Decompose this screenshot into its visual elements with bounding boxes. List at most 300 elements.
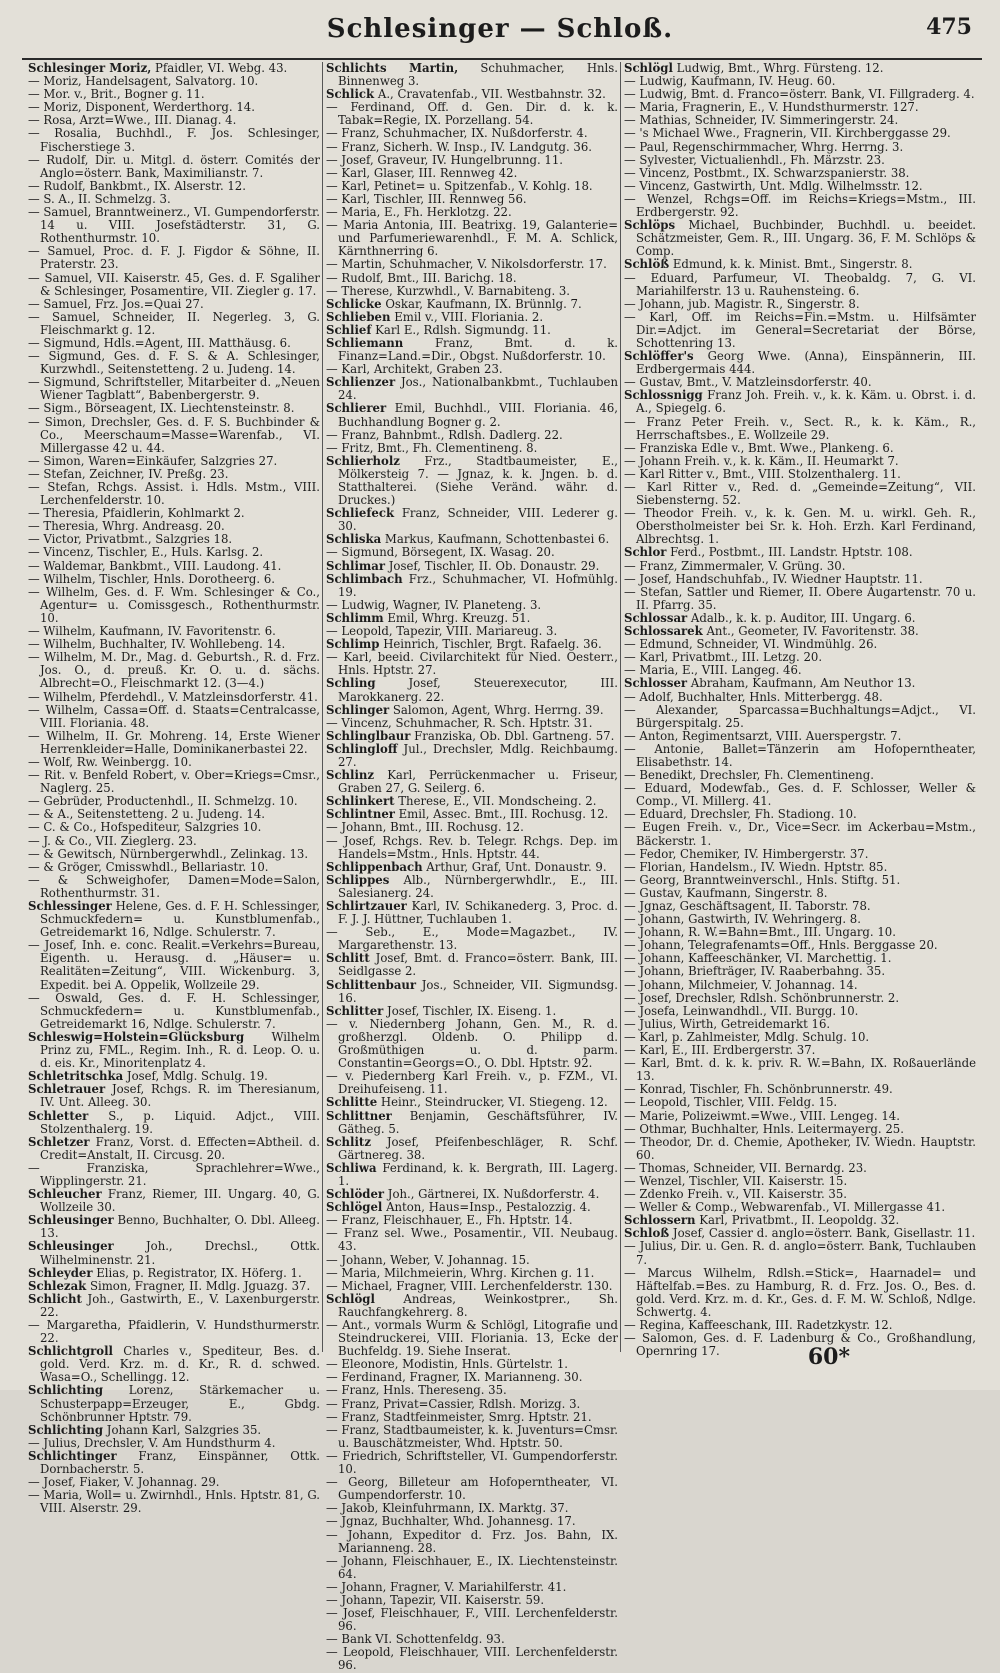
entry-text: — Rudolf, Bankbmt., IX. Alserstr. 12. bbox=[28, 178, 246, 193]
directory-entry bbox=[28, 900, 320, 939]
entry-surname: Schlichts Martin, bbox=[326, 61, 459, 75]
entry-surname: Schling bbox=[326, 676, 376, 691]
entry-text: Josef, Bmt. d. Franco=österr. Bank, III. Seidlgasse 2. bbox=[338, 951, 618, 979]
entry-surname: Schliska bbox=[326, 532, 382, 547]
directory-entry bbox=[624, 704, 976, 730]
entry-text: — Benedikt, Drechsler, Fh. Clementineng. bbox=[624, 768, 874, 783]
entry-text: — Anton, Regimentsarzt, VIII. Auerspergstr. 7. bbox=[624, 728, 902, 743]
entry-surname: Schlitt bbox=[326, 951, 370, 966]
entry-text: — Johann, Fleischhauer, E., IX. Liechtensteinstr. 64. bbox=[326, 1553, 618, 1581]
entry-text: — Franz sel. Wwe., Posamentir., VII. Neubaug. 43. bbox=[326, 1226, 618, 1254]
entry-text: — Franz, Zimmermaler, V. Grüng. 30. bbox=[624, 558, 846, 573]
entry-surname: Schlief bbox=[326, 322, 372, 337]
entry-text: — Rosa, Arzt=Wwe., III. Dianag. 4. bbox=[28, 113, 237, 128]
entry-text: Abraham, Kaufmann, Am Neuthor 13. bbox=[690, 676, 916, 691]
entry-text: — Adolf, Buchhalter, Hnls. Mitterbergg. 48. bbox=[624, 689, 883, 704]
directory-entry bbox=[326, 835, 618, 861]
directory-entry bbox=[28, 704, 320, 730]
directory-entry bbox=[28, 376, 320, 402]
directory-entry bbox=[624, 743, 976, 769]
directory-entry bbox=[28, 127, 320, 153]
entry-text: — Antonie, Ballet=Tänzerin am Hofoperntheater, Elisabethstr. 14. bbox=[624, 741, 976, 769]
entry-text: — Franziska Edle v., Bmt. Wwe., Plankeng. 6. bbox=[624, 440, 894, 455]
entry-text: — Julius, Dir. u. Gen. R. d. anglo=österr. Bank, Tuchlauben 7. bbox=[624, 1239, 976, 1267]
directory-entry bbox=[326, 1529, 618, 1555]
entry-text: Franz, Einspänner, Ottk. Dornbacherstr. 5. bbox=[40, 1448, 321, 1477]
column-1 bbox=[28, 61, 321, 1516]
entry-surname: Schletrauer bbox=[28, 1082, 106, 1097]
entry-text: — Karl, Petinet= u. Spitzenfab., V. Kohlg. 18. bbox=[326, 178, 593, 193]
entry-text: — Eleonore, Modistin, Hnls. Gürtelstr. 1. bbox=[326, 1357, 569, 1372]
directory-entry bbox=[326, 1162, 618, 1188]
entry-surname: Schlöps bbox=[624, 218, 676, 233]
directory-entry bbox=[624, 1267, 976, 1319]
directory-entry bbox=[326, 337, 618, 363]
entry-text: — Franz, Sicherh. W. Insp., IV. Landgutg. 36. bbox=[326, 139, 593, 154]
entry-text: Josef, Tischler, II. Ob. Donaustr. 29. bbox=[388, 558, 600, 573]
entry-text: — Theresia, Whrg. Andreasg. 20. bbox=[28, 519, 225, 534]
column-divider bbox=[620, 62, 621, 1352]
entry-text: — Jgnaz, Buchhalter, Whd. Johannesg. 17. bbox=[326, 1514, 576, 1529]
entry-surname: Schlintner bbox=[326, 807, 395, 822]
entry-text: — & A., Seitenstetteng. 2 u. Judeng. 14. bbox=[28, 807, 266, 822]
directory-entry bbox=[624, 821, 976, 847]
entry-surname: Schlitz bbox=[326, 1134, 371, 1149]
entry-surname: Schloß bbox=[624, 1226, 670, 1241]
directory-entry bbox=[28, 586, 320, 625]
entry-surname: Schlinkert bbox=[326, 794, 395, 809]
entry-text: — Franz, Fleischhauer, E., Fh. Hptstr. 14. bbox=[326, 1213, 573, 1228]
entry-text: — Edmund, Schneider, VI. Windmühlg. 26. bbox=[624, 637, 878, 652]
entry-surname: Schlitter bbox=[326, 1003, 384, 1018]
entry-text: — Eugen Freih. v., Dr., Vice=Secr. im Ackerbau=Mstm., Bäckerstr. 1. bbox=[624, 820, 976, 848]
entry-text: — Ludwig, Bmt. d. Franco=österr. Bank, VI. Fillgraderg. 4. bbox=[624, 87, 975, 102]
entry-text: — Moriz, Handelsagent, Salvatorg. 10. bbox=[28, 74, 259, 89]
entry-text: Emil, Buchhdl., VIII. Floriania. 46, Buchhandlung Bogner g. 2. bbox=[338, 401, 619, 429]
entry-text: — Johann, Fragner, V. Mariahilferstr. 41. bbox=[326, 1579, 567, 1594]
entry-text: — Wenzel, Tischler, VII. Kaiserstr. 15. bbox=[624, 1173, 848, 1188]
entry-text: — & Schweighofer, Damen=Mode=Salon, Rothenthurmstr. 31. bbox=[28, 872, 320, 900]
entry-surname: Schlicke bbox=[326, 296, 382, 311]
entry-text: — Wilhelm, Kaufmann, IV. Favoritenstr. 6. bbox=[28, 624, 276, 639]
entry-text: — Vincenz, Postbmt., IX. Schwarzspanierstr. 38. bbox=[624, 165, 910, 180]
directory-entry bbox=[28, 245, 320, 271]
directory-entry bbox=[624, 389, 976, 415]
entry-text: — Konrad, Tischler, Fh. Schönbrunnerstr. 49. bbox=[624, 1082, 893, 1097]
entry-surname: Schlitte bbox=[326, 1095, 378, 1110]
directory-entry bbox=[28, 1214, 320, 1240]
entry-text: — Therese, Kurzwhdl., V. Barnabiteng. 3. bbox=[326, 283, 571, 298]
entry-text: — Franz, Schuhmacher, IX. Nußdorferstr. 4. bbox=[326, 126, 588, 141]
entry-text: Josef, Rchgs. R. im Theresianum, IV. Unt. Alleeg. 30. bbox=[40, 1082, 320, 1110]
directory-entry bbox=[28, 1162, 320, 1188]
directory-entry bbox=[624, 481, 976, 507]
entry-text: Franz, Vorst. d. Effecten=Abtheil. d. Credit=Anstalt, II. Circusg. 20. bbox=[40, 1134, 321, 1162]
entry-text: Markus, Kaufmann, Schottenbastei 6. bbox=[384, 532, 610, 547]
entry-text: — Josef, Drechsler, Rdlsh. Schönbrunnerstr. 2. bbox=[624, 990, 900, 1005]
directory-entry bbox=[28, 1110, 320, 1136]
entry-text: — Rit. v. Benfeld Robert, v. Ober=Kriegs=Cmsr., Naglerg. 25. bbox=[28, 768, 320, 796]
entry-text: — Franz Peter Freih. v., Sect. R., k. k. Käm., R., Herrschaftsbes., E. Wollzeile 29. bbox=[624, 414, 976, 442]
entry-surname: Schlick bbox=[326, 87, 375, 102]
entry-text: — Michael, Fragner, VIII. Lerchenfelderstr. 130. bbox=[326, 1278, 613, 1293]
entry-text: — Wilhelm, Pferdehdl., V. Matzleinsdorferstr. 41. bbox=[28, 689, 318, 704]
entry-text: — Vincenz, Tischler, E., Huls. Karlsg. 2. bbox=[28, 545, 264, 560]
entry-surname: Schleyder bbox=[28, 1265, 93, 1280]
entry-text: — Eduard, Modewfab., Ges. d. F. Schlosser, Weller & Comp., VI. Millerg. 41. bbox=[624, 781, 976, 809]
entry-text: — Rudolf, Dir. u. Mitgl. d. österr. Comités der Anglo=österr. Bank, Maximilianstr. 7. bbox=[28, 152, 320, 180]
entry-text: — Wenzel, Rchgs=Off. im Reichs=Kriegs=Mstm., III. Erdbergerstr. 92. bbox=[624, 191, 976, 220]
directory-entry bbox=[28, 481, 320, 507]
entry-surname: Schlossarek bbox=[624, 624, 703, 639]
entry-surname: Schlesinger Moriz, bbox=[28, 61, 152, 75]
entry-surname: Schletter bbox=[28, 1108, 89, 1123]
directory-entry bbox=[28, 1489, 320, 1515]
entry-text: — Marcus Wilhelm, Rdlsh.=Stick=, Haarnadel= und Häftelfab.=Bes. zu Hamburg, R. d. Frz. Jos. O., Bes. d. gold. Verd. Krz. m. d. Kr., Ges. d. F. M. W. Schloß, Ndlge. Schwertg. 4. bbox=[624, 1265, 976, 1319]
directory-entry bbox=[28, 874, 320, 900]
entry-text: — Moriz, Disponent, Werderthorg. 14. bbox=[28, 100, 255, 115]
entry-text: Emil, Assec. Bmt., III. Rochusg. 12. bbox=[398, 807, 609, 822]
entry-text: — Theodor Freih. v., k. k. Gen. M. u. wirkl. Geh. R., Oberstholmeister bei Sr. k. Hoh. Erzh. Karl Ferdinand, Albrechtsg. 1. bbox=[624, 506, 976, 547]
entry-text: — Wilhelm, Cassa=Off. d. Staats=Centralcasse, VIII. Floriania. 48. bbox=[28, 702, 320, 730]
entry-text: — Wilhelm, Tischler, Hnls. Dorotheerg. 6. bbox=[28, 571, 275, 586]
entry-text: Josef, Pfeifenbeschläger, R. Schf. Gärtnereg. 38. bbox=[338, 1134, 619, 1162]
entry-text: Franz, Bmt. d. k. Finanz=Land.=Dir., Obgst. Nußdorferstr. 10. bbox=[338, 335, 618, 364]
entry-text: Joh., Gärtnerei, IX. Nußdorferstr. 4. bbox=[387, 1187, 600, 1202]
directory-entry bbox=[28, 939, 320, 991]
directory-entry bbox=[326, 402, 618, 428]
directory-entry bbox=[326, 952, 618, 978]
entry-surname: Schliemann bbox=[326, 335, 404, 350]
entry-surname: Schlinger bbox=[326, 702, 390, 717]
entry-text: — v. Niedernberg Johann, Gen. M., R. d. großherzgl. Oldenb. O. Philipp d. Großmüthigen u. d. parm. Constantin=Georgs=O., O. Dbl. Hptstr. 92. bbox=[326, 1016, 618, 1071]
directory-entry bbox=[326, 1110, 618, 1136]
entry-text: Jul., Drechsler, Mdlg. Reichbaumg. 27. bbox=[338, 741, 619, 769]
entry-text: Wilhelm Prinz zu, FML., Regim. Inh., R. d. Leop. O. u. d. eis. Kr., Minoritenplatz 4. bbox=[40, 1029, 320, 1071]
entry-text: — Georg, Branntweinverschl., Hnls. Stiftg. 51. bbox=[624, 872, 901, 887]
entry-surname: Schlöß bbox=[624, 257, 670, 272]
entry-text: — Theodor, Dr. d. Chemie, Apotheker, IV. Wiedn. Hauptstr. 60. bbox=[624, 1134, 976, 1162]
entry-text: — Eduard, Drechsler, Fh. Stadiong. 10. bbox=[624, 807, 857, 822]
entry-text: — Johann, Briefträger, IV. Raaberbahng. 35. bbox=[624, 964, 886, 979]
directory-entry bbox=[326, 979, 618, 1005]
entry-text: — Simon, Waren=Einkäufer, Salzgries 27. bbox=[28, 453, 278, 468]
directory-entry bbox=[624, 1240, 976, 1266]
column-divider bbox=[322, 62, 323, 1352]
entry-text: — Sigmund, Börsegent, IX. Wasag. 20. bbox=[326, 545, 555, 560]
directory-entry bbox=[28, 651, 320, 690]
directory-entry bbox=[28, 1319, 320, 1345]
entry-surname: Schletzer bbox=[28, 1134, 90, 1149]
entry-text: Josef, Steuerexecutor, III. Marokkanerg. 22. bbox=[338, 676, 618, 704]
entry-text: — Florian, Handelsm., IV. Wiedn. Hptstr. 85. bbox=[624, 859, 888, 874]
entry-text: Frz., Stadtbaumeister, E., Mölkersteig 7. — Jgnaz, k. k. Jngen. b. d. Statthalterei. (Siehe Veränd. währ. d. Druckes.) bbox=[338, 453, 619, 508]
entry-surname: Schlimar bbox=[326, 558, 386, 573]
entry-text: — Wolf, Rw. Weinbergg. 10. bbox=[28, 754, 192, 769]
entry-text: — Simon, Drechsler, Ges. d. F. S. Buchbinder & Co., Meerschaum=Masse=Warenfab., VI. Millergasse 42 u. 44. bbox=[28, 414, 320, 455]
entry-text: Frz., Schuhmacher, VI. Hofmühlg. 19. bbox=[338, 571, 618, 599]
entry-text: — Stefan, Rchgs. Assist. i. Hdls. Mstm., VIII. Lerchenfelderstr. 10. bbox=[28, 480, 320, 508]
entry-text: — Josef, Rchgs. Rev. b. Telegr. Rchgs. Dep. im Handels=Mstm., Hnls. Hptstr. 44. bbox=[326, 833, 618, 861]
directory-entry bbox=[28, 730, 320, 756]
directory-entry bbox=[28, 1136, 320, 1162]
entry-text: Jos., Schneider, VII. Sigmundsg. 16. bbox=[338, 977, 618, 1005]
directory-entry bbox=[28, 992, 320, 1031]
entry-text: Anton, Haus=Insp., Pestalozzig. 4. bbox=[386, 1200, 591, 1215]
entry-surname: Schlezak bbox=[28, 1278, 87, 1293]
directory-entry bbox=[326, 101, 618, 127]
entry-text: — Wilhelm, M. Dr., Mag. d. Geburtsh., R. d. Frz. Jos. O., d. preuß. Kr. O. u. d. sächs. Albrecht=O., Fleischmarkt 12. (3—4.) bbox=[28, 650, 320, 691]
entry-text: — Wilhelm, II. Gr. Mohreng. 14, Erste Wiener Herrenkleider=Halle, Dominikanerbastei 22. bbox=[28, 728, 320, 756]
directory-entry bbox=[326, 1018, 618, 1070]
entry-text: Edmund, k. k. Minist. Bmt., Singerstr. 8. bbox=[672, 257, 913, 272]
column-3 bbox=[624, 61, 977, 1359]
entry-surname: Schlimp bbox=[326, 637, 380, 652]
directory-entry bbox=[28, 416, 320, 455]
entry-text: — Marie, Polizeiwmt.=Wwe., VIII. Lengeg. 14. bbox=[624, 1108, 900, 1123]
directory-entry bbox=[28, 1293, 320, 1319]
directory-entry bbox=[326, 677, 618, 703]
entry-surname: Schleusinger bbox=[28, 1213, 114, 1228]
entry-text: Arthur, Graf, Unt. Donaustr. 9. bbox=[426, 859, 607, 874]
directory-entry bbox=[624, 311, 976, 350]
entry-surname: Schlossar bbox=[624, 610, 688, 625]
header-rule bbox=[22, 58, 982, 60]
entry-text: Georg Wwe. (Anna), Einspännerin, III. Erdbergermais 444. bbox=[636, 349, 977, 377]
directory-entry bbox=[326, 507, 618, 533]
entry-text: Benjamin, Geschäftsführer, IV. Gätheg. 5. bbox=[338, 1108, 619, 1136]
entry-text: Ant., Geometer, IV. Favoritenstr. 38. bbox=[706, 624, 919, 639]
directory-entry bbox=[624, 586, 976, 612]
entry-text: — Sigm., Börseagent, IX. Liechtensteinstr. 8. bbox=[28, 401, 295, 416]
entry-text: — Wilhelm, Ges. d. F. Wm. Schlesinger & Co., Agentur= u. Comissgesch., Rothenthurmstr. 10. bbox=[28, 584, 320, 625]
entry-surname: Schlichtinger bbox=[28, 1448, 117, 1463]
directory-entry bbox=[624, 782, 976, 808]
entry-text: — Waldemar, Bankbmt., VIII. Laudong. 41. bbox=[28, 558, 282, 573]
directory-entry bbox=[326, 1424, 618, 1450]
entry-text: — Johann, Expeditor d. Frz. Jos. Bahn, IX. Marianneng. 28. bbox=[326, 1527, 618, 1555]
entry-text: — Oswald, Ges. d. F. H. Schlessinger, Schmuckfedern= u. Kunstblumenfab., Getreidemarkt 16, Ndlge. Schulerstr. 7. bbox=[28, 990, 320, 1031]
entry-surname: Schlögl bbox=[624, 61, 673, 75]
entry-surname: Schlossern bbox=[624, 1213, 696, 1228]
entry-surname: Schlippenbach bbox=[326, 859, 423, 874]
entry-text: — J. & Co., VII. Zieglerg. 23. bbox=[28, 833, 197, 848]
entry-text: — Mor. v., Brit., Bogner g. 11. bbox=[28, 87, 205, 102]
entry-text: — Josef, Inh. e. conc. Realit.=Verkehrs=Bureau, Eigenth. u. Herausg. d. „Häuser= u. Realitäten=Zeitung“, VIII. Wickenburg. 3, Expedit. bei A. Oppelik, Wollzeile 29. bbox=[28, 938, 320, 992]
entry-text: Johann Karl, Salzgries 35. bbox=[106, 1422, 262, 1437]
entry-text: Franziska, Ob. Dbl. Gartneng. 57. bbox=[414, 728, 615, 743]
entry-text: Jos., Nationalbankbmt., Tuchlauben 24. bbox=[338, 375, 618, 403]
entry-text: — Maria, Woll= u. Zwirnhdl., Hnls. Hptstr. 81, G. VIII. Alserstr. 29. bbox=[28, 1488, 320, 1516]
entry-text: — Karl, Privatbmt., III. Letzg. 20. bbox=[624, 650, 823, 665]
entry-text: — Johann, Telegrafenamts=Off., Hnls. Berggasse 20. bbox=[624, 938, 938, 953]
directory-entry bbox=[326, 1319, 618, 1358]
entry-text: — Johann, Gastwirth, IV. Wehringerg. 8. bbox=[624, 912, 861, 927]
entry-text: — Josef, Fleischhauer, F., VIII. Lerchenfelderstr. 96. bbox=[326, 1606, 618, 1634]
directory-entry bbox=[326, 376, 618, 402]
entry-text: — Jgnaz, Geschäftsagent, II. Taborstr. 78. bbox=[624, 899, 871, 913]
entry-surname: Schleusinger bbox=[28, 1239, 114, 1254]
directory-entry bbox=[326, 219, 618, 258]
entry-text: — Franz, Stadtfeinmeister, Smrg. Hptstr. 21. bbox=[326, 1409, 592, 1424]
directory-entry bbox=[28, 272, 320, 298]
entry-text: Joh., Gastwirth, E., V. Laxenburgerstr. 22. bbox=[40, 1291, 320, 1319]
entry-surname: Schlichting bbox=[28, 1383, 104, 1398]
page-number: 475 bbox=[926, 14, 972, 40]
entry-text: Emil, Whrg. Kreuzg. 51. bbox=[387, 610, 531, 625]
entry-text: — Gustav, Bmt., V. Matzleinsdorferstr. 40. bbox=[624, 375, 872, 390]
directory-entry bbox=[624, 1057, 976, 1083]
entry-text: Therese, E., VII. Mondscheing. 2. bbox=[398, 794, 597, 809]
directory-entry bbox=[28, 1083, 320, 1109]
entry-text: — v. Piedernberg Karl Freih. v., p. FZM., VI. Dreihufeiseng. 11. bbox=[326, 1069, 618, 1097]
entry-text: S., p. Liquid. Adjct., VIII. Stolzenthalerg. 19. bbox=[40, 1108, 321, 1136]
entry-text: — Maria, Milchmeierin, Whrg. Kirchen g. 11. bbox=[326, 1265, 595, 1280]
entry-text: — Rosalia, Buchhdl., F. Jos. Schlesinger, Fischerstiege 3. bbox=[28, 126, 320, 154]
entry-surname: Schlögel bbox=[326, 1200, 383, 1215]
entry-text: — Karl, beeid. Civilarchitekt für Nied. Oesterr., Hnls. Hptstr. 27. bbox=[326, 650, 618, 678]
entry-text: — Samuel, Schneider, II. Negerleg. 3, G. Fleischmarkt g. 12. bbox=[28, 309, 320, 337]
entry-surname: Schlosser bbox=[624, 676, 688, 691]
directory-entry bbox=[326, 455, 618, 507]
directory-entry bbox=[28, 206, 320, 245]
directory-entry bbox=[326, 1476, 618, 1502]
entry-text: — Samuel, Proc. d. F. J. Figdor & Söhne, II. Praterstr. 23. bbox=[28, 244, 320, 272]
entry-text: — Samuel, Branntweinerz., VI. Gumpendorferstr. 14 u. VIII. Josefstädterstr. 31, G. Rothenthurmstr. 10. bbox=[28, 205, 320, 246]
entry-text: — Alexander, Sparcassa=Buchhaltungs=Adjct., VI. Bürgerspitalg. 25. bbox=[624, 702, 976, 730]
entry-text: — Julius, Wirth, Getreidemarkt 16. bbox=[624, 1016, 831, 1031]
entry-text: — Maria, E., VIII. Langeg. 46. bbox=[624, 663, 802, 678]
entry-text: Josef, Tischler, IX. Eiseng. 1. bbox=[387, 1003, 557, 1018]
entry-text: — Johann, R. W.=Bahn=Bmt., III. Ungarg. 10. bbox=[624, 925, 896, 940]
entry-text: A., Cravatenfab., VII. Westbahnstr. 32. bbox=[377, 87, 606, 102]
entry-text: — Ant., vormals Wurm & Schlögl, Litografie und Steindruckerei, VIII. Floriania. 13, Ecke der Buchfeldg. 19. Siehe Inserat. bbox=[326, 1318, 618, 1359]
directory-entry bbox=[326, 1555, 618, 1581]
entry-surname: Schlierer bbox=[326, 401, 387, 416]
entry-text: Andreas, Weinkostprer., Sh. Rauchfangkehrerg. 8. bbox=[338, 1291, 618, 1319]
entry-text: Ferdinand, k. k. Bergrath, III. Lagerg. 1. bbox=[338, 1160, 618, 1188]
entry-text: — Samuel, VII. Kaiserstr. 45, Ges. d. F. Sgaliher & Schlesinger, Posamentire, VII. Ziegler g. 17. bbox=[28, 270, 320, 298]
entry-text: Schuhmacher, Hnls. Binnenweg 3. bbox=[338, 61, 619, 89]
directory-entry bbox=[28, 1240, 320, 1266]
entry-text: — Franziska, Sprachlehrer=Wwe., Wipplingerstr. 21. bbox=[28, 1160, 320, 1188]
directory-entry bbox=[28, 1384, 320, 1423]
entry-surname: Schlimm bbox=[326, 610, 384, 625]
directory-entry bbox=[624, 1332, 976, 1358]
directory-entry bbox=[326, 1293, 618, 1319]
directory-entry bbox=[624, 272, 976, 298]
entry-text: — Johann Freih. v., k. k. Käm., II. Heumarkt 7. bbox=[624, 453, 899, 468]
entry-text: Josef, Cassier d. anglo=österr. Bank, Gisellastr. 11. bbox=[672, 1226, 976, 1241]
directory-entry bbox=[28, 154, 320, 180]
entry-text: — Paul, Regenschirmmacher, Whrg. Herrng. 3. bbox=[624, 139, 904, 154]
entry-surname: Schlessinger bbox=[28, 899, 112, 913]
entry-text: — Margaretha, Pfaidlerin, V. Hundsthurmerstr. 22. bbox=[28, 1318, 320, 1346]
entry-text: — Sylvester, Victualienhdl., Fh. Märzstr. 23. bbox=[624, 152, 885, 167]
entry-text: Emil v., VIII. Floriania. 2. bbox=[394, 309, 544, 324]
entry-surname: Schlierholz bbox=[326, 453, 400, 468]
entry-text: — Maria Antonia, III. Beatrixg. 19, Galanterie= und Parfumeriewarenhdl., F. M. A. Schlick, Kärnthnerring 6. bbox=[326, 218, 618, 259]
entry-text: Heinr., Steindrucker, VI. Stiegeng. 12. bbox=[380, 1095, 608, 1110]
entry-surname: Schlöder bbox=[326, 1187, 385, 1202]
entry-text: — Julius, Drechsler, V. Am Hundsthurm 4. bbox=[28, 1435, 276, 1450]
directory-entry bbox=[326, 743, 618, 769]
directory-entry bbox=[624, 416, 976, 442]
entry-text: — Vincenz, Gastwirth, Unt. Mdlg. Wilhelmsstr. 12. bbox=[624, 178, 923, 193]
entry-text: — Johann, Kaffeeschänker, VI. Marchettig. 1. bbox=[624, 951, 892, 966]
entry-text: Lorenz, Stärkemacher u. Schusterpapp=Erzeuger, E., Gbdg. Schönbrunner Hptstr. 79. bbox=[40, 1383, 320, 1424]
entry-surname: Schlossnigg bbox=[624, 388, 703, 403]
entry-surname: Schlichtgroll bbox=[28, 1344, 113, 1359]
directory-entry bbox=[326, 62, 618, 88]
entry-text: — & Gröger, Cmisswhdl., Bellariastr. 10. bbox=[28, 859, 269, 874]
directory-entry bbox=[326, 926, 618, 952]
entry-text: Benno, Buchhalter, O. Dbl. Alleeg. 13. bbox=[40, 1213, 320, 1241]
entry-text: — Martin, Schuhmacher, V. Nikolsdorferstr. 17. bbox=[326, 257, 607, 272]
entry-text: — Karl, E., III. Erdbergerstr. 37. bbox=[624, 1043, 816, 1058]
directory-entry bbox=[28, 1450, 320, 1476]
directory-entry bbox=[326, 1136, 618, 1162]
directory-entry bbox=[326, 769, 618, 795]
entry-text: — Karl, Tischler, III. Rennweg 56. bbox=[326, 191, 527, 206]
entry-text: — Vincenz, Schuhmacher, R. Sch. Hptstr. 31. bbox=[326, 715, 593, 730]
entry-text: — Victor, Privatbmt., Salzgries 18. bbox=[28, 532, 233, 547]
entry-surname: Schleswig=Holstein=Glücksburg bbox=[28, 1029, 245, 1044]
entry-surname: Schlichting bbox=[28, 1422, 104, 1437]
entry-text: Charles v., Spediteur, Bes. d. gold. Verd. Krz. m. d. Kr., R. d. schwed. Wasa=O., Schellingg. 12. bbox=[40, 1344, 320, 1385]
entry-text: Elias, p. Registrator, IX. Höferg. 1. bbox=[96, 1265, 302, 1280]
entry-text: — 's Michael Wwe., Fragnerin, VII. Kirchberggasse 29. bbox=[624, 126, 951, 141]
page-header bbox=[0, 10, 1000, 50]
entry-text: — Johann, Bmt., III. Rochusg. 12. bbox=[326, 820, 524, 835]
directory-entry bbox=[326, 1646, 618, 1672]
entry-text: — Josef, Handschuhfab., IV. Wiedner Hauptstr. 11. bbox=[624, 571, 923, 586]
entry-text: — Franz, Privat=Cassier, Rdlsh. Morizg. 3. bbox=[326, 1396, 581, 1411]
entry-text: Salomon, Agent, Whrg. Herrng. 39. bbox=[392, 702, 604, 717]
entry-text: Franz, Riemer, III. Ungarg. 40, G. Wollzeile 30. bbox=[40, 1187, 321, 1215]
entry-text: — Regina, Kaffeeschank, III. Radetzkystr. 12. bbox=[624, 1318, 893, 1332]
entry-text: — Gustav, Kaufmann, Singerstr. 8. bbox=[624, 885, 828, 900]
entry-surname: Schlippes bbox=[326, 872, 390, 887]
entry-text: — Karl, p. Zahlmeister, Mdlg. Schulg. 10. bbox=[624, 1029, 870, 1044]
entry-text: — Wilhelm, Buchhalter, IV. Wohllebeng. 14. bbox=[28, 637, 286, 652]
entry-surname: Schlinz bbox=[326, 768, 375, 783]
entry-text: — Karl Ritter v., Red. d. „Gemeinde=Zeitung“, VII. Siebensterng. 52. bbox=[624, 480, 976, 508]
entry-text: — Georg, Billeteur am Hofoperntheater, VI. Gumpendorferstr. 10. bbox=[326, 1475, 618, 1503]
entry-text: — Sigmund, Hdls.=Agent, III. Matthäusg. 6. bbox=[28, 335, 291, 350]
entry-text: — Ferdinand, Fragner, IX. Marianneng. 30. bbox=[326, 1370, 583, 1385]
entry-text: — Samuel, Frz. Jos.=Quai 27. bbox=[28, 296, 204, 311]
entry-text: Franz, Schneider, VIII. Lederer g. 30. bbox=[338, 506, 618, 534]
entry-text: — Karl Ritter v., Bmt., VIII. Stolzenthalerg. 11. bbox=[624, 466, 901, 481]
entry-text: — Zdenko Freih. v., VII. Kaiserstr. 35. bbox=[624, 1187, 848, 1202]
entry-text: — & Gewitsch, Nürnbergerwhdl., Zelinkag. 13. bbox=[28, 846, 309, 861]
entry-text: — Josefa, Leinwandhdl., VII. Burgg. 10. bbox=[624, 1003, 859, 1018]
entry-surname: Schletritschka bbox=[28, 1069, 124, 1084]
directory-entry bbox=[624, 1136, 976, 1162]
entry-text: — Gebrüder, Productenhdl., II. Schmelzg. 10. bbox=[28, 794, 298, 809]
entry-surname: Schlimbach bbox=[326, 571, 403, 586]
entry-text: Ludwig, Bmt., Whrg. Fürsteng. 12. bbox=[676, 61, 884, 75]
entry-text: — Maria, E., Fh. Herklotzg. 22. bbox=[326, 205, 512, 220]
entry-text: Franz Joh. Freih. v., k. k. Käm. u. Obrst. i. d. A., Spiegelg. 6. bbox=[636, 388, 977, 416]
entry-text: — Salomon, Ges. d. F. Ladenburg & Co., Großhandlung, Opernring 17. bbox=[624, 1331, 976, 1359]
entry-text: — Johann, Tapezir, VII. Kaiserstr. 59. bbox=[326, 1592, 545, 1607]
entry-surname: Schlöffer's bbox=[624, 349, 694, 364]
entry-text: — Johann, Milchmeier, V. Johannag. 14. bbox=[624, 977, 858, 992]
entry-text: — Fritz, Bmt., Fh. Clementineng. 8. bbox=[326, 440, 538, 455]
entry-surname: Schliwa bbox=[326, 1160, 377, 1175]
